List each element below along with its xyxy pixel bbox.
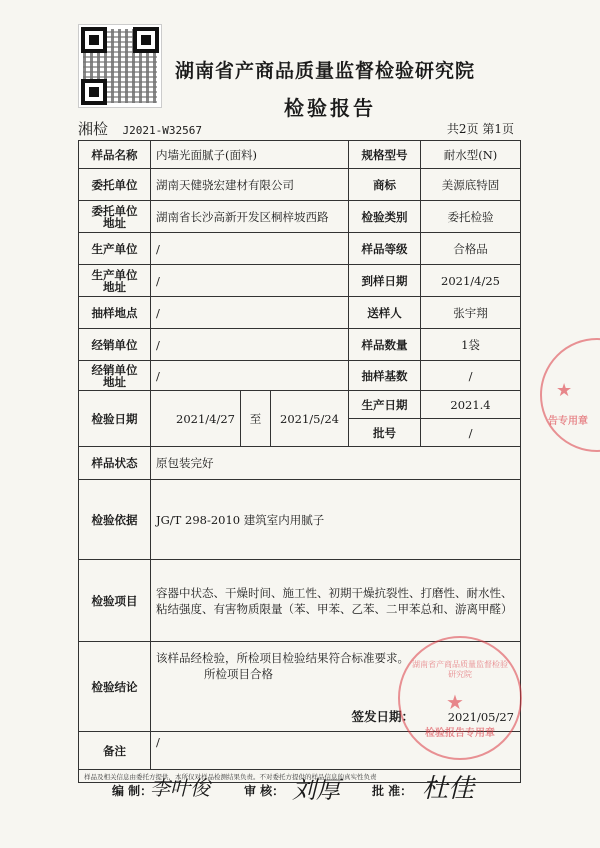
label-remark: 备注 — [79, 732, 151, 770]
value-quantity: 1袋 — [421, 329, 521, 361]
label-arrival-date: 到样日期 — [349, 265, 421, 297]
value-client: 湖南天健骁宏建材有限公司 — [151, 169, 349, 201]
conclusion-line-2: 所检项目合格 — [204, 667, 273, 681]
approve-label: 批 准： — [372, 784, 413, 798]
label-grade: 样品等级 — [349, 233, 421, 265]
page-count: 共2页 第1页 — [446, 122, 514, 136]
value-producer-address: / — [151, 265, 349, 297]
side-stamp: ★ 告专用章 — [540, 338, 600, 452]
label-inspect-type: 检验类别 — [349, 201, 421, 233]
institute-title: 湖南省产商品质量监督检验研究院 — [174, 60, 475, 82]
official-stamp: 湖南省产商品质量监督检验研究院 ★ 检验报告专用章 — [398, 636, 522, 760]
conclusion-line-1: 该样品经检验，所检项目检验结果符合标准要求。 — [156, 651, 409, 665]
label-client-address: 委托单位 地址 — [79, 201, 151, 233]
issue-date: 2021/05/27 — [447, 710, 514, 724]
value-remark: / — [151, 732, 521, 770]
report-number: 湘检 J2021-W32567 — [78, 120, 202, 138]
label-items: 检验项目 — [79, 560, 151, 642]
value-sampling-base: / — [421, 361, 521, 391]
review-label: 审 核： — [244, 784, 285, 798]
compile-signature: 李叶俊 — [150, 776, 210, 800]
inspect-date-to-word: 至 — [241, 391, 271, 447]
label-inspect-date: 检验日期 — [79, 391, 151, 447]
label-producer-address: 生产单位 地址 — [79, 265, 151, 297]
label-batch: 批号 — [349, 419, 421, 447]
label-client: 委托单位 — [79, 169, 151, 201]
issue-date-label: 签发日期： — [351, 709, 415, 724]
label-basis: 检验依据 — [79, 480, 151, 560]
approve-signature: 杜佳 — [422, 774, 475, 804]
label-sampling-base: 抽样基数 — [349, 361, 421, 391]
label-spec: 规格型号 — [349, 141, 421, 169]
value-brand: 美源底特固 — [421, 169, 521, 201]
footnote: 样品及相关信息由委托方提供，本所仅对样品检测结果负责。不对委托方提供的样品信息的真实性负责 — [79, 770, 521, 783]
value-sample-state: 原包装完好 — [151, 447, 521, 480]
label-conclusion: 检验结论 — [79, 642, 151, 732]
value-batch: / — [421, 419, 521, 447]
label-sampling-place: 抽样地点 — [79, 297, 151, 329]
value-dealer-address: / — [151, 361, 349, 391]
label-sample-state: 样品状态 — [79, 447, 151, 480]
label-production-date: 生产日期 — [349, 391, 421, 419]
label-quantity: 样品数量 — [349, 329, 421, 361]
label-sender: 送样人 — [349, 297, 421, 329]
value-dealer: / — [151, 329, 349, 361]
value-production-date: 2021.4 — [421, 391, 521, 419]
value-inspect-type: 委托检验 — [421, 201, 521, 233]
label-dealer: 经销单位 — [79, 329, 151, 361]
report-title: 检验报告 — [284, 96, 376, 120]
value-basis: JG/T 298-2010 建筑室内用腻子 — [151, 480, 521, 560]
value-items: 容器中状态、干燥时间、施工性、初期干燥抗裂性、打磨性、耐水性、粘结强度、有害物质限量（苯、甲苯、乙苯、二甲苯总和、游离甲醛） — [151, 560, 521, 642]
value-sample-name: 内墙光面腻子(面料) — [151, 141, 349, 169]
label-sample-name: 样品名称 — [79, 141, 151, 169]
review-signature: 刘厚 — [292, 776, 340, 804]
value-client-address: 湖南省长沙高新开发区桐梓坡西路 — [151, 201, 349, 233]
value-producer: / — [151, 233, 349, 265]
label-brand: 商标 — [349, 169, 421, 201]
label-producer: 生产单位 — [79, 233, 151, 265]
label-dealer-address: 经销单位 地址 — [79, 361, 151, 391]
value-sender: 张宇翔 — [421, 297, 521, 329]
value-sampling-place: / — [151, 297, 349, 329]
value-grade: 合格品 — [421, 233, 521, 265]
value-inspect-date-to: 2021/5/24 — [271, 391, 349, 447]
value-spec: 耐水型(N) — [421, 141, 521, 169]
compile-label: 编 制： — [112, 784, 153, 798]
value-arrival-date: 2021/4/25 — [421, 265, 521, 297]
value-inspect-date-from: 2021/4/27 — [151, 391, 241, 447]
